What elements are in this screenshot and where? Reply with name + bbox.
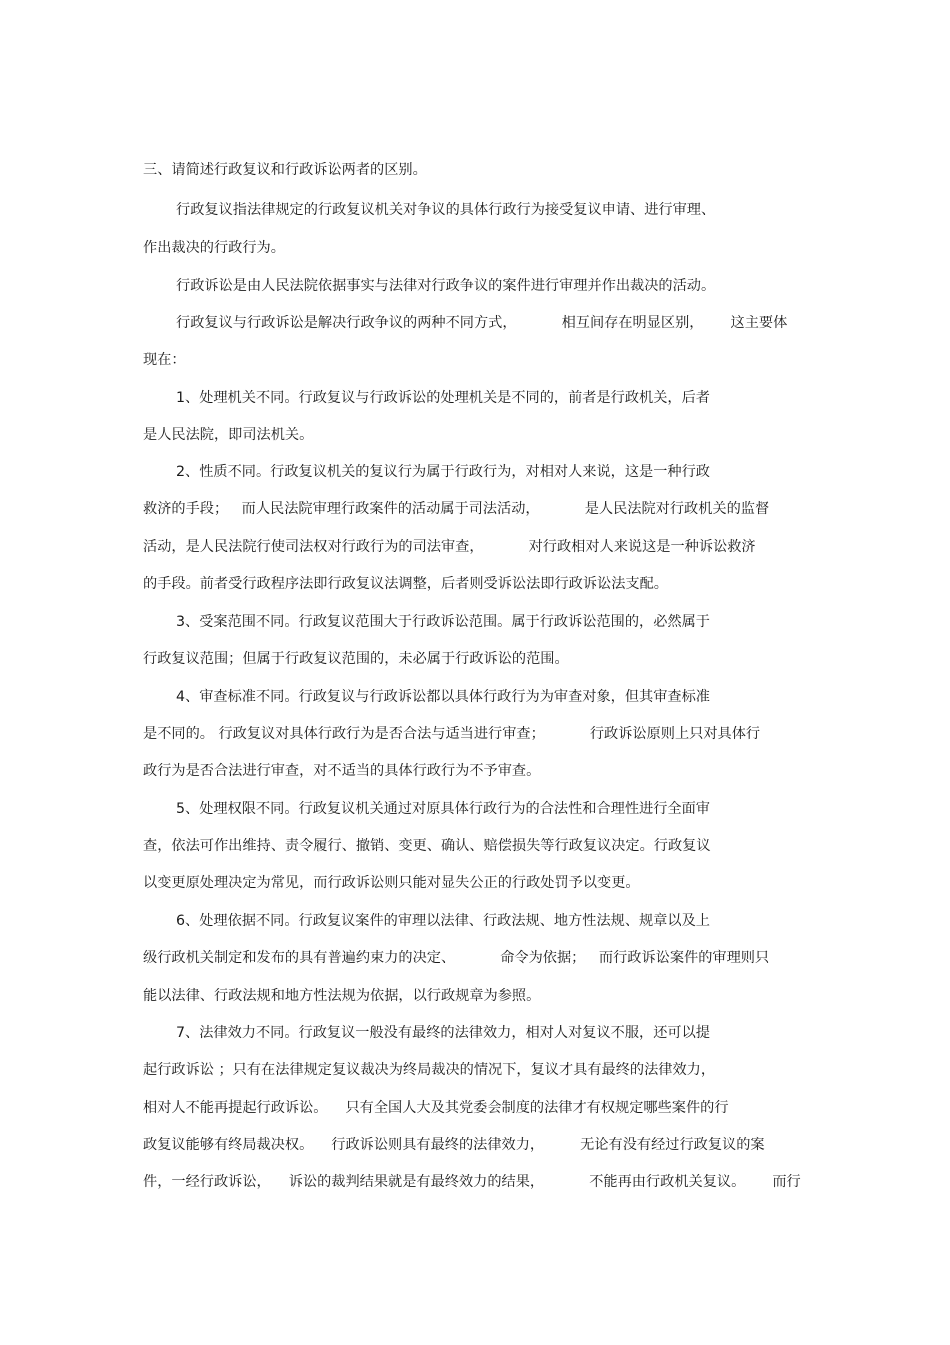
paragraph-line: 查，依法可作出维持、责令履行、撤销、变更、确认、赔偿损失等行政复议决定。行政复议 — [143, 838, 711, 854]
list-item-line: 5、处理权限不同。行政复议机关通过对原具体行政行为的合法性和合理性进行全面审 — [176, 801, 710, 817]
paragraph-line: 行政复议范围；但属于行政复议范围的，未必属于行政诉讼的范围。 — [143, 651, 569, 667]
list-item-line: 1、处理机关不同。行政复议与行政诉讼的处理机关是不同的，前者是行政机关，后者 — [176, 390, 710, 406]
paragraph-line: 的手段。前者受行政程序法即行政复议法调整，后者则受诉讼法即行政诉讼法支配。 — [143, 576, 668, 592]
list-item-line: 4、审查标准不同。行政复议与行政诉讼都以具体行政行为为审查对象，但其审查标准 — [176, 689, 710, 705]
paragraph-line: 作出裁决的行政行为。 — [143, 240, 285, 256]
paragraph-line: 相对人不能再提起行政诉讼。 只有全国人大及其党委会制度的法律才有权规定哪些案件的行 — [143, 1100, 729, 1116]
paragraph-line: 以变更原处理决定为常见，而行政诉讼则只能对显失公正的行政处罚予以变更。 — [143, 875, 640, 891]
paragraph-line: 政行为是否合法进行审查，对不适当的具体行政行为不予审查。 — [143, 763, 541, 779]
list-item-line: 7、法律效力不同。行政复议一般没有最终的法律效力，相对人对复议不服，还可以提 — [176, 1025, 710, 1041]
list-item-line: 2、性质不同。行政复议机关的复议行为属于行政行为，对相对人来说，这是一种行政 — [176, 464, 710, 480]
paragraph-line: 政复议能够有终局裁决权。 行政诉讼则具有最终的法律效力， 无论有没有经过行政复议的案 — [143, 1137, 765, 1153]
question-heading: 三、请简述行政复议和行政诉讼两者的区别。 — [143, 162, 427, 178]
paragraph-line: 是不同的。 行政复议对具体行政行为是否合法与适当进行审查； 行政诉讼原则上只对具体行 — [143, 726, 761, 742]
paragraph-line: 件，一经行政诉讼， 诉讼的裁判结果就是有最终效力的结果， 不能再由行政机关复议。 而行 — [143, 1174, 801, 1190]
paragraph-line: 是人民法院，即司法机关。 — [143, 427, 314, 443]
paragraph-line: 行政复议指法律规定的行政复议机关对争议的具体行政行为接受复议申请、进行审理、 — [176, 202, 716, 218]
paragraph-line: 行政复议与行政诉讼是解决行政争议的两种不同方式， 相互间存在明显区别， 这主要体 — [176, 315, 788, 331]
paragraph-line: 能以法律、行政法规和地方性法规为依据，以行政规章为参照。 — [143, 988, 541, 1004]
list-item-line: 6、处理依据不同。行政复议案件的审理以法律、行政法规、地方性法规、规章以及上 — [176, 913, 710, 929]
paragraph-line: 救济的手段； 而人民法院审理行政案件的活动属于司法活动， 是人民法院对行政机关的监督 — [143, 501, 770, 517]
paragraph-line: 现在： — [143, 352, 186, 368]
paragraph-line: 行政诉讼是由人民法院依据事实与法律对行政争议的案件进行审理并作出裁决的活动。 — [176, 278, 716, 294]
paragraph-line: 起行政诉讼 ；只有在法律规定复议裁决为终局裁决的情况下，复议才具有最终的法律效力， — [143, 1062, 716, 1078]
paragraph-line: 活动，是人民法院行使司法权对行政行为的司法审查， 对行政相对人来说这是一种诉讼救济 — [143, 539, 756, 555]
paragraph-line: 级行政机关制定和发布的具有普遍约束力的决定、 命令为依据； 而行政诉讼案件的审理则只 — [143, 950, 770, 966]
list-item-line: 3、受案范围不同。行政复议范围大于行政诉讼范围。属于行政诉讼范围的，必然属于 — [176, 614, 710, 630]
